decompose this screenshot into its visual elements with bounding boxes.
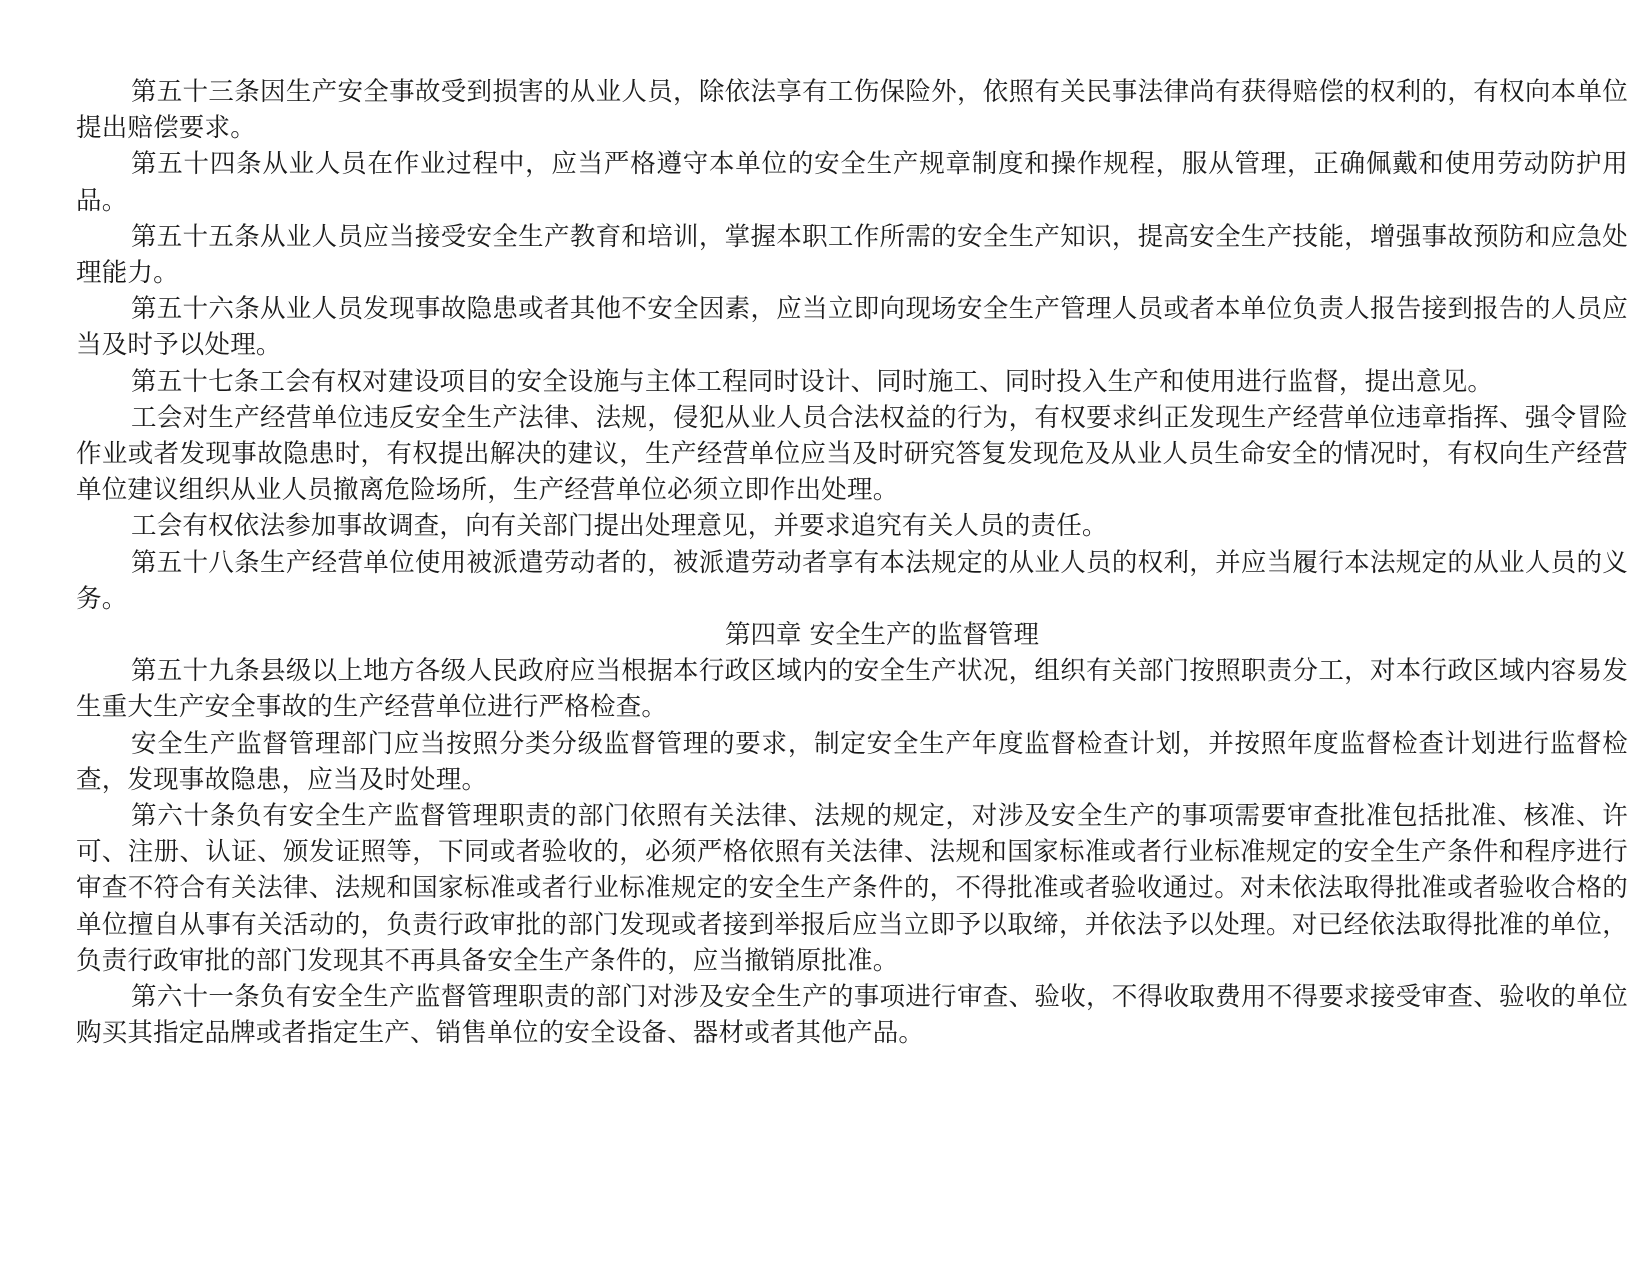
article-54: 第五十四条从业人员在作业过程中，应当严格遵守本单位的安全生产规章制度和操作规程，服从管理，正确佩戴和使用劳动防护用品。 [76, 149, 1628, 216]
article-53: 第五十三条因生产安全事故受到损害的从业人员，除依法享有工伤保险外，依照有关民事法律尚有获得赔偿的权利的，有权向本单位提出赔偿要求。 [76, 77, 1628, 144]
article-60: 第六十条负有安全生产监督管理职责的部门依照有关法律、法规的规定，对涉及安全生产的事项需要审查批准包括批准、核准、许可、注册、认证、颁发证照等，下同或者验收的，必须严格依照有关法律、法规和国家标准或者行业标准规定的安全生产条件和程序进行审查不符合有关法律、法规和国家标准或者行业标准规定的安全生产条件的，不得批准或者验收通过。对未依法取得批准或者验收合格的单位擅自从事有关活动的，负责行政审批的部门发现或者接到举报后应当立即予以取缔，并依法予以处理。对已经依法取得批准的单位，负责行政审批的部门发现其不再具备安全生产条件的，应当撤销原批准。 [76, 801, 1628, 976]
article-56: 第五十六条从业人员发现事故隐患或者其他不安全因素，应当立即向现场安全生产管理人员或者本单位负责人报告接到报告的人员应当及时予以处理。 [76, 294, 1628, 361]
article-57: 第五十七条工会有权对建设项目的安全设施与主体工程同时设计、同时施工、同时投入生产和使用进行监督，提出意见。 [131, 366, 1494, 397]
article-58: 第五十八条生产经营单位使用被派遣劳动者的，被派遣劳动者享有本法规定的从业人员的权利，并应当履行本法规定的从业人员的义务。 [76, 547, 1628, 614]
article-59: 第五十九条县级以上地方各级人民政府应当根据本行政区域内的安全生产状况，组织有关部门按照职责分工，对本行政区域内容易发生重大生产安全事故的生产经营单位进行严格检查。 [76, 656, 1628, 723]
article-57-clause-3: 工会有权依法参加事故调查，向有关部门提出处理意见，并要求追究有关人员的责任。 [131, 511, 1108, 542]
document-body [76, 74, 1628, 1051]
article-61: 第六十一条负有安全生产监督管理职责的部门对涉及安全生产的事项进行审查、验收，不得收取费用不得要求接受审查、验收的单位购买其指定品牌或者指定生产、销售单位的安全设备、器材或者其他产品。 [76, 982, 1628, 1049]
article-59-clause-2: 安全生产监督管理部门应当按照分类分级监督管理的要求，制定安全生产年度监督检查计划，并按照年度监督检查计划进行监督检查，发现事故隐患，应当及时处理。 [76, 728, 1628, 795]
article-55: 第五十五条从业人员应当接受安全生产教育和培训，掌握本职工作所需的安全生产知识，提高安全生产技能，增强事故预防和应急处理能力。 [76, 221, 1628, 289]
article-57-clause-2: 工会对生产经营单位违反安全生产法律、法规，侵犯从业人员合法权益的行为，有权要求纠正发现生产经营单位违章指挥、强令冒险作业或者发现事故隐患时，有权提出解决的建议，生产经营单位应当及时研究答复发现危及从业人员生命安全的情况时，有权向生产经营单位建议组织从业人员撤离危险场所，生产经营单位必须立即作出处理。 [76, 402, 1628, 506]
chapter-heading: 第四章 安全生产的监督管理 [724, 620, 1040, 651]
